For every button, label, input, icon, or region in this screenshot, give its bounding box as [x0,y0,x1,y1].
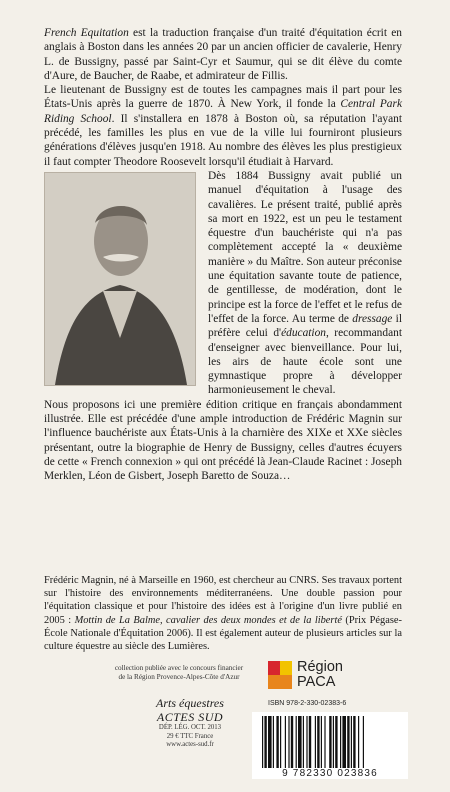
series-name: Arts équestres [156,696,224,710]
isbn-label: ISBN 978-2-330-02383-6 [268,700,347,707]
treatise-text-a: Dès 1884 Bussigny avait publié un manuel d'équitation à l'usage des cavalières. Le présent traité, publié après sa mort en 1922, est un peu le testament équestre d'un bauchériste qui n'a pas complètement accepté la « deuxième manière » du Maître. Son auteur préconise une équitation savante toute de patience, de gentillesse, de modération, dont le principe est la force de l'effet et le refus de l'effet de la force. Au terme de [208,169,402,325]
book-title: French Equitation [44,27,129,39]
author-portrait-photo [44,172,196,386]
term-dressage: dressage [352,312,393,325]
barcode-digits: 9 782330 023836 [252,768,408,779]
author-bio-text-b: (Prix Pégase-École Nationale d'Équitation 2006). Il est également auteur de plusieurs articles sur la culture équestre au siècle des Lumières. [44,614,402,653]
riding-school-name: Central Park Riding School [44,98,402,125]
price: 29 € TTC France [166,732,214,740]
intro-text: est la traduction française d'un traité d'équitation écrit en anglais à Boston dans les années 20 par un ancien officier de cavalerie, Henry L. de Bussigny, passé par Saint-Cyr et Saumur, qui se dit élève du comte d'Aure, de Baucher, de Raabe, et admirateur de Fillis. [44,27,402,82]
bio-text-b: . Il s'installera en 1878 à Boston où, sa réputation l'ayant précédé, les familles les plus en vue de la ville lui fourniront plusieurs générations d'élèves jusqu'en 1918. Au nombre des élèves les plus prestigieux il faut compter Theodore Roosevelt lorsqu'il étudiait à Harvard. [44,112,402,168]
edition-paragraph: Nous proposons ici une première édition critique en français abondamment illustrée. Elle est précédée d'une ample introduction de Frédéric Magnin sur l'influence bauchériste aux États-Unis à la charnière des XIXe et XXe siècles présentant, outre la biographie de Henry de Bussigny, celles d'autres écuyers de cette « French connexion » qui ont précédé là Jean-Claude Racinet : Joseph Merklen, Léon de Gisbert, Joseph Baretto de Souza… [44,398,402,483]
legal-deposit: DÉP. LÉG. OCT. 2013 [158,724,222,731]
previous-book-title: Mottin de La Balme, cavalier des deux mondes et de la liberté [74,614,342,626]
funding-line-1: collection publiée avec le concours financier [114,664,244,672]
treatise-text-c: , recommandant d'enseigner avec bienveillance. Pour lui, les airs de haute école sont une gymnastique propre à développer harmonieusement le cheval. [208,327,402,397]
region-paca-logo [268,660,343,690]
bio-text-a: Le lieutenant de Bussigny est de toutes les campagnes mais il part pour les États-Unis après la guerre de 1870. À New York, il fonde la [44,84,402,111]
intro-paragraph [44,26,402,83]
funding-line-2: de la Région Provence-Alpes-Côte d'Azur [118,673,240,681]
publisher-block [145,696,235,750]
region-label: Région [297,659,343,675]
isbn-barcode [252,712,408,770]
author-bio-text-a: Frédéric Magnin, né à Marseille en 1960, est chercheur au CNRS. Ses travaux portent sur l'histoire des environnements méditerranéens. Une double passion pour l'équitation classique et pour l'histoire des idées est à l'origine d'un livre publié en 2005 : [44,575,402,626]
funding-note [84,664,274,682]
region-logo-icon [268,661,292,689]
biography-paragraph [44,83,402,169]
region-name: PACA [297,674,336,690]
term-education: éducation [281,327,326,340]
publisher-website: www.actes-sud.fr [166,741,214,748]
publisher-name: ACTES SUD [156,710,224,724]
treatise-text-b: il préfère celui d' [208,312,402,340]
author-bio [44,574,402,653]
back-cover-description [44,26,402,484]
